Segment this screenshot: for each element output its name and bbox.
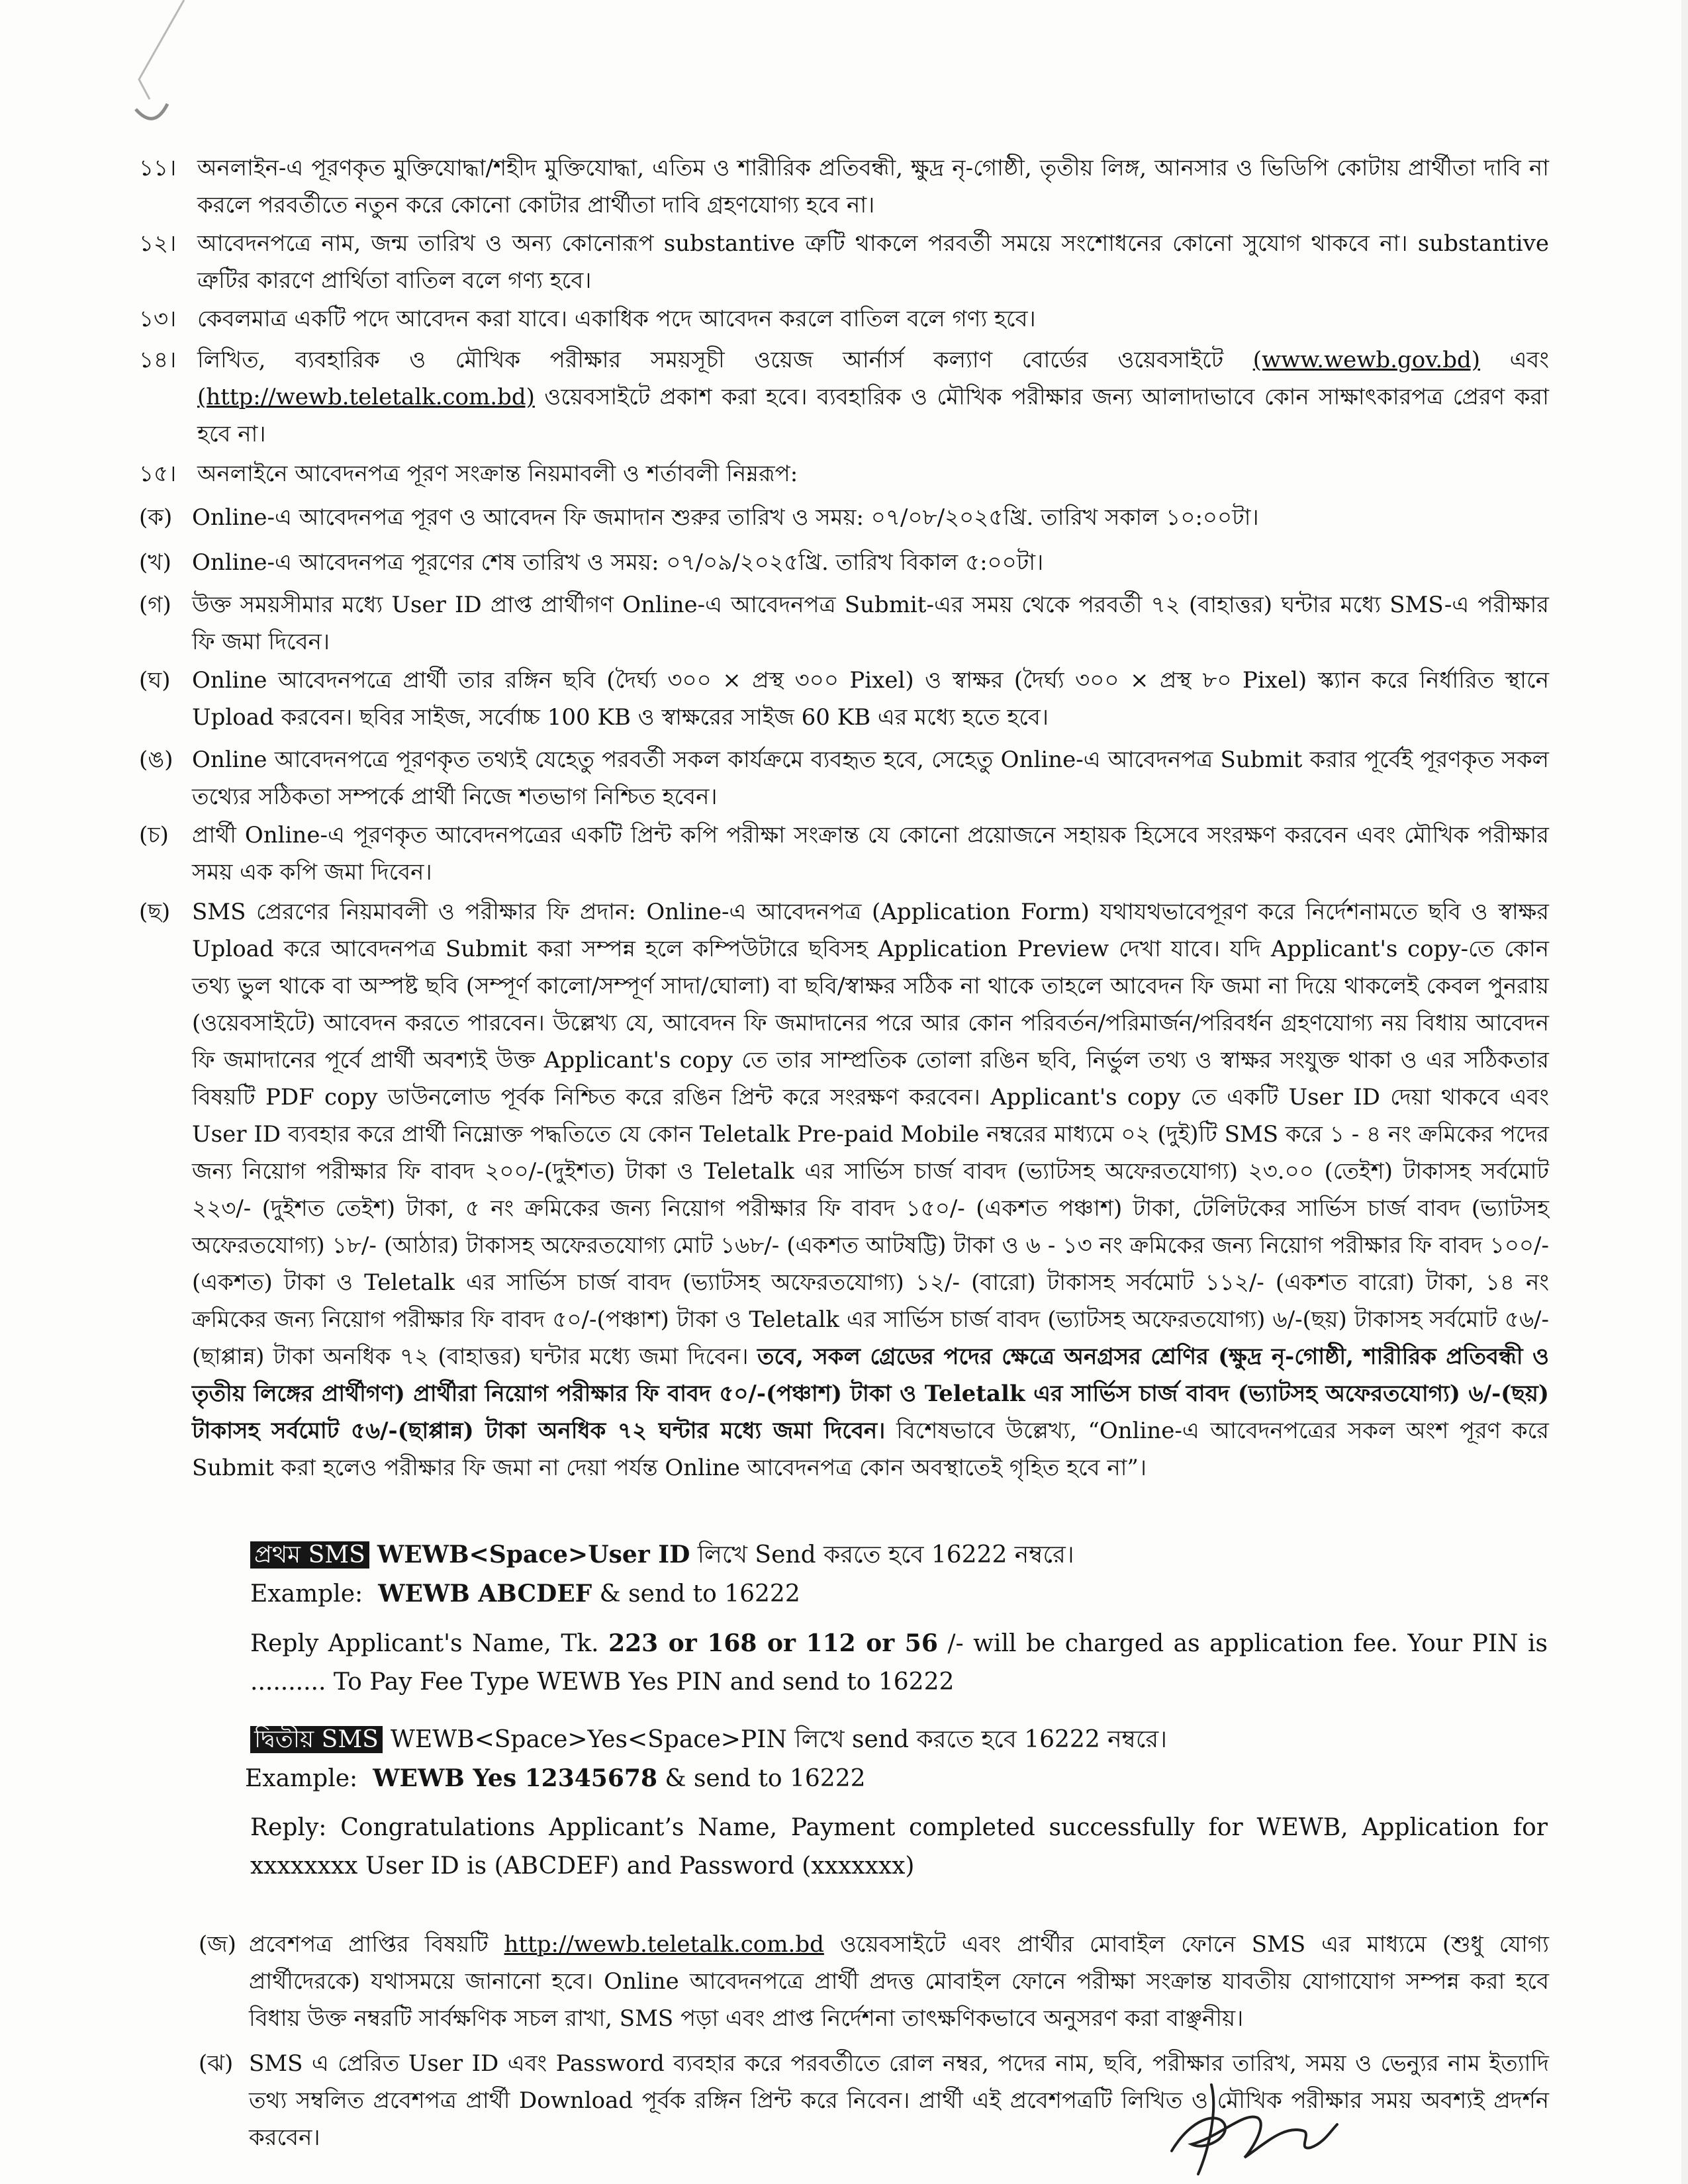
example-rest: & send to 16222 (592, 1580, 800, 1608)
clause-number: (ঘ) (139, 667, 171, 694)
clause-text-part: বিশেষভাবে উল্লেখ্য, “Online-এ আবেদনপত্রের সকল অংশ পূরণ করে Submit করা হলেও পরীক্ষার ফি জমা না দেয়া পর্যন্ত Online আবেদনপত্র কোন অবস্থাতেই গৃহিত হবে না”। (192, 1418, 1549, 1481)
clause-text: উক্ত সময়সীমার মধ্যে User ID প্রাপ্ত প্রার্থীগণ Online-এ আবেদনপত্র Submit-এর সময় থেকে পরবর্তী ৭২ (বাহাত্তর) ঘন্টার মধ্যে SMS-এ পরীক্ষার ফি জমা দিবেন। (192, 592, 1549, 655)
clause-text-part: লিখিত, ব্যবহারিক ও মৌখিক পরীক্ষার সময়সূচী ওয়েজ আর্নার্স কল্যাণ বোর্ডের ওয়েবসাইটে (197, 347, 1253, 373)
clause-text: Online আবেদনপত্রে প্রার্থী তার রঙ্গিন ছবি (দৈর্ঘ্য ৩০০ × প্রস্থ ৩০০ Pixel) ও স্বাক্ষর (দৈর্ঘ্য ৩০০ × প্রস্থ ৮০ Pixel) স্ক্যান করে নির্ধারিত স্থানে Upload করবেন। ছবির সাইজ, সর্বোচ্চ 100 KB ও স্বাক্ষরের সাইজ 60 KB এর মধ্যে হতে হবে। (192, 667, 1549, 731)
second-sms-block (245, 1721, 1548, 1886)
example-rest: & send to 16222 (657, 1765, 866, 1792)
clause-13 (139, 300, 1549, 338)
subclause-kha (139, 544, 1549, 581)
clause-text (192, 893, 1549, 1486)
example-label: Example: (245, 1765, 358, 1792)
subclause-chha (139, 893, 1549, 1535)
clause-11 (139, 150, 1549, 224)
clause-text (249, 1926, 1549, 2037)
clause-bold-notice: তবে, সকল গ্রেডের পদের ক্ষেত্রে অনগ্রসর শ্রেণির (ক্ষুদ্র নৃ-গোষ্ঠী, শারীরিক প্রতিবন্ধী ও তৃতীয় লিঙ্গের প্রার্থীগণ) প্রার্থীরা নিয়োগ পরীক্ষার ফি বাবদ ৫০/-(পঞ্চাশ) টাকা ও Teletalk এর সার্ভিস চার্জ বাবদ (ভ্যাটসহ অফেরতযোগ্য) ৬/-(ছয়) টাকাসহ সর্বমোট ৫৬/-(ছাপ্পান্ন) টাকা অনধিক ৭২ ঘন্টার মধ্যে জমা দিবেন। (192, 1343, 1549, 1444)
first-sms-format (250, 1535, 1548, 1574)
example-label: Example: (250, 1580, 363, 1608)
clause-text: Online-এ আবেদনপত্র পূরণ ও আবেদন ফি জমাদান শুরুর তারিখ ও সময়: ০৭/০৮/২০২৫খ্রি. তারিখ সকাল ১০:০০টা। (192, 504, 1259, 531)
clause-number: (খ) (139, 549, 171, 576)
subclause-gha (139, 662, 1549, 736)
clause-text (197, 341, 1549, 453)
first-sms-example (250, 1574, 1548, 1614)
clause-text: প্রার্থী Online-এ পূরণকৃত আবেদনপত্রের একটি প্রিন্ট কপি পরীক্ষা সংক্রান্ত যে কোনো প্রয়োজনে সহায়ক হিসেবে সংরক্ষণ করবেন এবং মৌখিক পরীক্ষার সময় এক কপি জমা দিবেন। (192, 822, 1549, 886)
clause-number: ১৫। (139, 461, 177, 487)
teletalk-link[interactable]: http://wewb.teletalk.com.bd (504, 1931, 824, 1958)
scan-edge-shadow (1681, 0, 1688, 2184)
first-sms-tag: প্রথম SMS (250, 1541, 369, 1569)
handwritten-signature-icon (1145, 2071, 1344, 2177)
subclause-ga (139, 586, 1549, 660)
clause-text-part: ওয়েবসাইটে প্রকাশ করা হবে। ব্যবহারিক ও মৌখিক পরীক্ষার জন্য আলাদাভাবে কোন সাক্ষাৎকারপত্র প্রেরণ করা হবে না। (197, 384, 1549, 447)
clause-text: অনলাইনে আবেদনপত্র পূরণ সংক্রান্ত নিয়মাবলী ও শর্তাবলী নিম্নরূপ: (197, 461, 798, 487)
clause-text-part: SMS প্রেরণের নিয়মাবলী ও পরীক্ষার ফি প্রদান: Online-এ আবেদনপত্র (Application Form) যথাযথভাবেপূরণ করে নির্দেশনামতে ছবি ও স্বাক্ষর Upload করে আবেদনপত্র Submit করা সম্পন্ন হলে কম্পিউটারে ছবিসহ Application Preview দেখা যাবে। যদি Applicant's copy-তে কোন তথ্য ভুল থাকে বা অস্পষ্ট ছবি (সম্পূর্ণ কালো/সম্পূর্ণ সাদা/ঘোলা) বা ছবি/স্বাক্ষর সঠিক না থাকে তাহলে আবেদন ফি জমা না দিয়ে থাকলেই কেবল পুনরায় (ওয়েবসাইটে) আবেদন করতে পারবেন। উল্লেখ্য যে, আবেদন ফি জমাদানের পরে আর কোন পরিবর্তন/পরিমার্জন/পরিবর্ধন গ্রহণযোগ্য নয় বিধায় আবেদন ফি জমাদানের পূর্বে প্রার্থী অবশ্যই উক্ত Applicant's copy তে তার সাম্প্রতিক তোলা রঙিন ছবি, নির্ভুল তথ্য ও স্বাক্ষর সংযুক্ত থাকা ও এর সঠিকতার বিষয়টি PDF copy ডাউনলোড পূর্বক নিশ্চিত করে রঙিন প্রিন্ট করে সংরক্ষণ করবেন। Applicant's copy তে একটি User ID দেয়া থাকবে এবং User ID ব্যবহার করে প্রার্থী নিম্নোক্ত পদ্ধতিতে যে কোন Teletalk Pre-paid Mobile নম্বরের মাধ্যমে ০২ (দুই)টি SMS করে ১ - ৪ নং ক্রমিকের পদের জন্য নিয়োগ পরীক্ষার ফি বাবদ ২০০/-(দুইশত) টাকা ও Teletalk এর সার্ভিস চার্জ বাবদ (ভ্যাটসহ অফেরতযোগ্য) ২৩.০০ (তেইশ) টাকাসহ সর্বমোট ২২৩/- (দুইশত তেইশ) টাকা, ৫ নং ক্রমিকের জন্য নিয়োগ পরীক্ষার ফি বাবদ ১৫০/- (একশত পঞ্চাশ) টাকা, টেলিটকের সার্ভিস চার্জ বাবদ (ভ্যাটসহ অফেরতযোগ্য) ১৮/- (আঠার) টাকাসহ অফেরতযোগ্য মোট ১৬৮/- (একশত আটষট্টি) টাকা ও ৬ - ১৩ নং ক্রমিকের জন্য নিয়োগ পরীক্ষার ফি বাবদ ১০০/-(একশত) টাকা ও Teletalk এর সার্ভিস চার্জ বাবদ (ভ্যাটসহ অফেরতযোগ্য) ১২/- (বারো) টাকাসহ সর্বমোট ১১২/- (একশত বারো) টাকা, ১৪ নং ক্রমিকের জন্য নিয়োগ পরীক্ষার ফি বাবদ ৫০/-(পঞ্চাশ) টাকা ও Teletalk এর সার্ভিস চার্জ বাবদ (ভ্যাটসহ অফেরতযোগ্য) ৬/-(ছয়) টাকাসহ সর্বমোট ৫৬/-(ছাপ্পান্ন) টাকা অনধিক ৭২ (বাহাত্তর) ঘন্টার মধ্যে জমা দিবেন। (192, 899, 1549, 1370)
reply-text: Reply Applicant's Name, Tk. (250, 1630, 609, 1657)
clause-text: কেবলমাত্র একটি পদে আবেদন করা যাবে। একাধিক পদে আবেদন করলে বাতিল বলে গণ্য হবে। (197, 306, 1036, 332)
clause-number: ১৩। (139, 306, 177, 332)
sms-format-bold: WEWB<Space>User ID (377, 1541, 690, 1569)
first-sms-reply (250, 1624, 1548, 1702)
second-sms-format (250, 1721, 1548, 1759)
first-sms-block (250, 1535, 1548, 1702)
clause-text: আবেদনপত্রে নাম, জন্ম তারিখ ও অন্য কোনোরূপ substantive ত্রুটি থাকলে পরবর্তী সময়ে সংশোধনের কোনো সুযোগ থাকবে না। substantive ত্রুটির কারণে প্রার্থিতা বাতিল বলে গণ্য হবে। (197, 230, 1549, 294)
clause-text-part: ওয়েবসাইটে এবং প্রার্থীর মোবাইল ফোনে SMS এর মাধ্যমে (শুধু যোগ্য প্রার্থীদেরকে) যথাসময়ে জানানো হবে। Online আবেদনপত্রে প্রার্থী প্রদত্ত মোবাইল ফোনে পরীক্ষা সংক্রান্ত যাবতীয় যোগাযোগ সম্পন্ন করা হবে বিধায় উক্ত নম্বরটি সার্বক্ষণিক সচল রাখা, SMS পড়া এবং প্রাপ্ত নির্দেশনা তাৎক্ষণিকভাবে অনুসরণ করা বাঞ্ছনীয়। (249, 1931, 1549, 2032)
subclause-ja (199, 1926, 1549, 2037)
clause-text: SMS এ প্রেরিত User ID এবং Password ব্যবহার করে পরবর্তীতে রোল নম্বর, পদের নাম, ছবি, পরীক্ষার তারিখ, সময় ও ভেন্যুর নাম ইত্যাদি তথ্য সম্বলিত প্রবেশপত্র প্রার্থী Download পূর্বক রঙ্গিন প্রিন্ট করে নিবেন। প্রার্থী এই প্রবেশপত্রটি লিখিত ও মৌখিক পরীক্ষার সময় অবশ্যই প্রদর্শন করবেন। (249, 2050, 1549, 2151)
clause-12 (139, 225, 1549, 299)
subclause-cha (139, 817, 1549, 891)
clause-number: ১৪। (139, 347, 177, 373)
reply-text: /- will be charged as application fee. Your PIN is .......... To Pay Fee Type WEWB Yes PIN and send to 16222 (250, 1630, 1548, 1696)
folded-corner-mark (0, 0, 199, 146)
clause-number: (ঝ) (199, 2050, 234, 2077)
wewb-gov-link[interactable]: (www.wewb.gov.bd) (1252, 347, 1480, 373)
clause-number: (গ) (139, 592, 171, 618)
second-sms-example (245, 1759, 1548, 1798)
clause-number: (ক) (139, 504, 173, 531)
subclause-uma (139, 741, 1549, 815)
subclause-jha (199, 2045, 1549, 2156)
subclause-ka (139, 499, 1549, 536)
second-sms-reply: Reply: Congratulations Applicant’s Name, Payment completed successfully for WEWB, Application for xxxxxxxx User ID is (ABCDEF) and Password (xxxxxxx) (250, 1814, 1548, 1880)
clause-number: (ছ) (139, 899, 171, 925)
clause-text: Online-এ আবেদনপত্র পূরণের শেষ তারিখ ও সময়: ০৭/০৯/২০২৫খ্রি. তারিখ বিকাল ৫:০০টা। (192, 549, 1044, 576)
sms-format: WEWB<Space>Yes<Space>PIN লিখে send করতে হবে 16222 নম্বরে। (390, 1726, 1168, 1753)
clause-text: Online আবেদনপত্রে পূরণকৃত তথ্যই যেহেতু পরবর্তী সকল কার্যক্রমে ব্যবহৃত হবে, সেহেতু Online-এ আবেদনপত্র Submit করার পূর্বেই পূরণকৃত সকল তথ্যের সঠিকতা সম্পর্কে প্রার্থী নিজে শতভাগ নিশ্চিত হবেন। (192, 747, 1549, 810)
teletalk-link[interactable]: (http://wewb.teletalk.com.bd) (197, 384, 535, 410)
sms-format-rest: লিখে Send করতে হবে 16222 নম্বরে। (690, 1541, 1074, 1569)
clause-text: অনলাইন-এ পূরণকৃত মুক্তিযোদ্ধা/শহীদ মুক্তিযোদ্ধা, এতিম ও শারীরিক প্রতিবন্ধী, ক্ষুদ্র নৃ-গোষ্ঠী, তৃতীয় লিঙ্গ, আনসার ও ভিডিপি কোটায় প্রার্থীতা দাবি না করলে পরবর্তীতে নতুন করে কোনো কোটার প্রার্থীতা দাবি গ্রহণযোগ্য হবে না। (197, 155, 1549, 218)
clause-number: (চ) (139, 822, 169, 848)
second-sms-tag: দ্বিতীয় SMS (250, 1726, 383, 1753)
clause-text-part: এবং (1480, 347, 1549, 373)
clause-15 (139, 455, 1549, 492)
clause-14 (139, 341, 1549, 453)
reply-fee-amounts: 223 or 168 or 112 or 56 (608, 1629, 938, 1657)
clause-number: ১২। (139, 230, 177, 257)
clause-number: ১১। (139, 155, 177, 181)
clause-text-part: প্রবেশপত্র প্রাপ্তির বিষয়টি (249, 1931, 504, 1958)
example-bold: WEWB Yes 12345678 (373, 1764, 658, 1792)
clause-number: (জ) (199, 1931, 236, 1958)
example-bold: WEWB ABCDEF (378, 1580, 592, 1608)
clause-number: (ঙ) (139, 747, 173, 773)
